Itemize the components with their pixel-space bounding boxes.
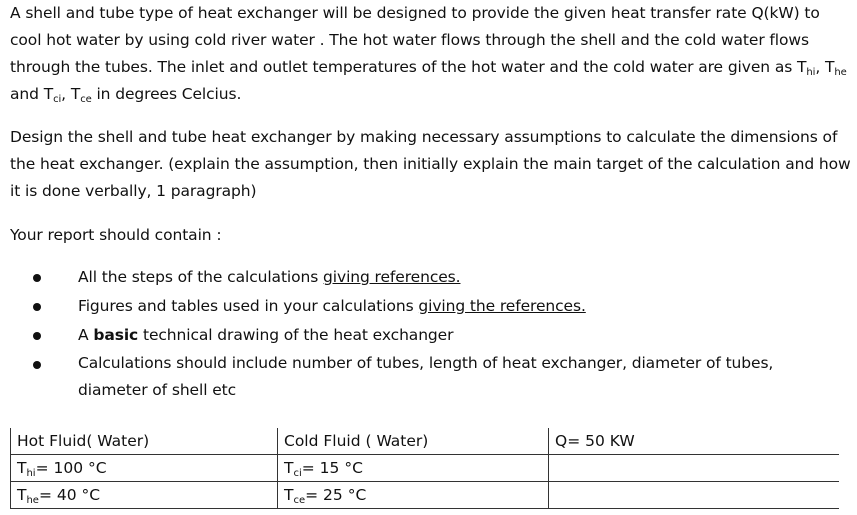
bullet-icon (33, 274, 41, 282)
list-item (0, 263, 838, 292)
cell-empty (549, 455, 840, 482)
table-header-row (11, 428, 840, 455)
header-cold-fluid: Cold Fluid ( Water) (278, 428, 549, 455)
symbol-subscript: ci (53, 94, 62, 105)
cell-value: = 25 °C (305, 486, 367, 504)
temperature-table (10, 428, 839, 509)
symbol-t-hot-exit (825, 58, 847, 76)
intro-text: A shell and tube type of heat exchanger will be designed to provide the given heat transfer rate Q(kW) to cool hot water by using cold river water . The hot water flows through the shell and the cold water flows through the tubes. The inlet and outlet temperatures of the hot water and the cold water are given as (10, 4, 820, 76)
symbol-base: T (17, 459, 27, 477)
symbol-base: T (70, 85, 81, 103)
symbol-base: T (17, 486, 27, 504)
cell-value: = 100 °C (35, 459, 107, 477)
separator: , (61, 85, 71, 103)
symbol-base: T (284, 459, 294, 477)
report-heading: Your report should contain : (10, 226, 222, 244)
symbol-subscript: ci (293, 468, 302, 479)
symbol-base: T (824, 58, 835, 76)
symbol-subscript: hi (26, 468, 36, 479)
cell-value: = 40 °C (38, 486, 101, 504)
header-hot-fluid: Hot Fluid( Water) (11, 428, 278, 455)
symbol-base: T (797, 58, 807, 76)
symbol-t-cold-exit (71, 85, 92, 103)
intro-paragraph (10, 0, 855, 108)
list-item-text: All the steps of the calculations (78, 268, 324, 286)
table-row (11, 455, 840, 482)
list-item-text: Calculations should include number of tubes, length of heat exchanger, diameter of tubes, diameter of shell etc (78, 354, 774, 399)
list-item-text: Figures and tables used in your calculations (78, 297, 419, 315)
cell-hot-exit (11, 482, 278, 509)
intro-tail-text: in degrees Celcius. (91, 85, 242, 103)
symbol-subscript: he (26, 495, 39, 506)
symbol-subscript: ce (293, 495, 306, 506)
symbol-subscript: hi (806, 67, 816, 78)
underlined-text: giving references. (323, 268, 461, 286)
cell-hot-inlet (11, 455, 278, 482)
list-item-text: A (78, 326, 94, 344)
symbol-t-cold-inlet (44, 85, 61, 103)
symbol-subscript: he (834, 67, 847, 78)
separator: , (815, 58, 825, 76)
bold-text: basic (93, 326, 139, 344)
bullet-icon (33, 303, 41, 311)
and-text: and (10, 85, 44, 103)
header-heat-rate: Q= 50 KW (549, 428, 840, 455)
symbol-t-hot-inlet (797, 58, 815, 76)
underlined-text: giving the references. (418, 297, 586, 315)
design-paragraph: Design the shell and tube heat exchanger by making necessary assumptions to calculate the dimensions of the heat exchanger. (explain the assumption, then initially explain the main target of the calculation and how it is done verbally, 1 paragraph) (10, 128, 851, 200)
report-requirements-list (0, 263, 857, 404)
cell-value: = 15 °C (301, 459, 363, 477)
cell-cold-inlet (278, 455, 549, 482)
symbol-base: T (43, 85, 54, 103)
bullet-icon (33, 361, 41, 369)
list-item (0, 321, 838, 350)
list-item (0, 350, 838, 404)
symbol-subscript: ce (80, 94, 92, 105)
table-row (11, 482, 840, 509)
list-item (0, 292, 838, 321)
cell-empty (549, 482, 840, 509)
cell-cold-exit (278, 482, 549, 509)
symbol-base: T (284, 486, 294, 504)
bullet-icon (33, 332, 41, 340)
list-item-text: technical drawing of the heat exchanger (138, 326, 454, 344)
